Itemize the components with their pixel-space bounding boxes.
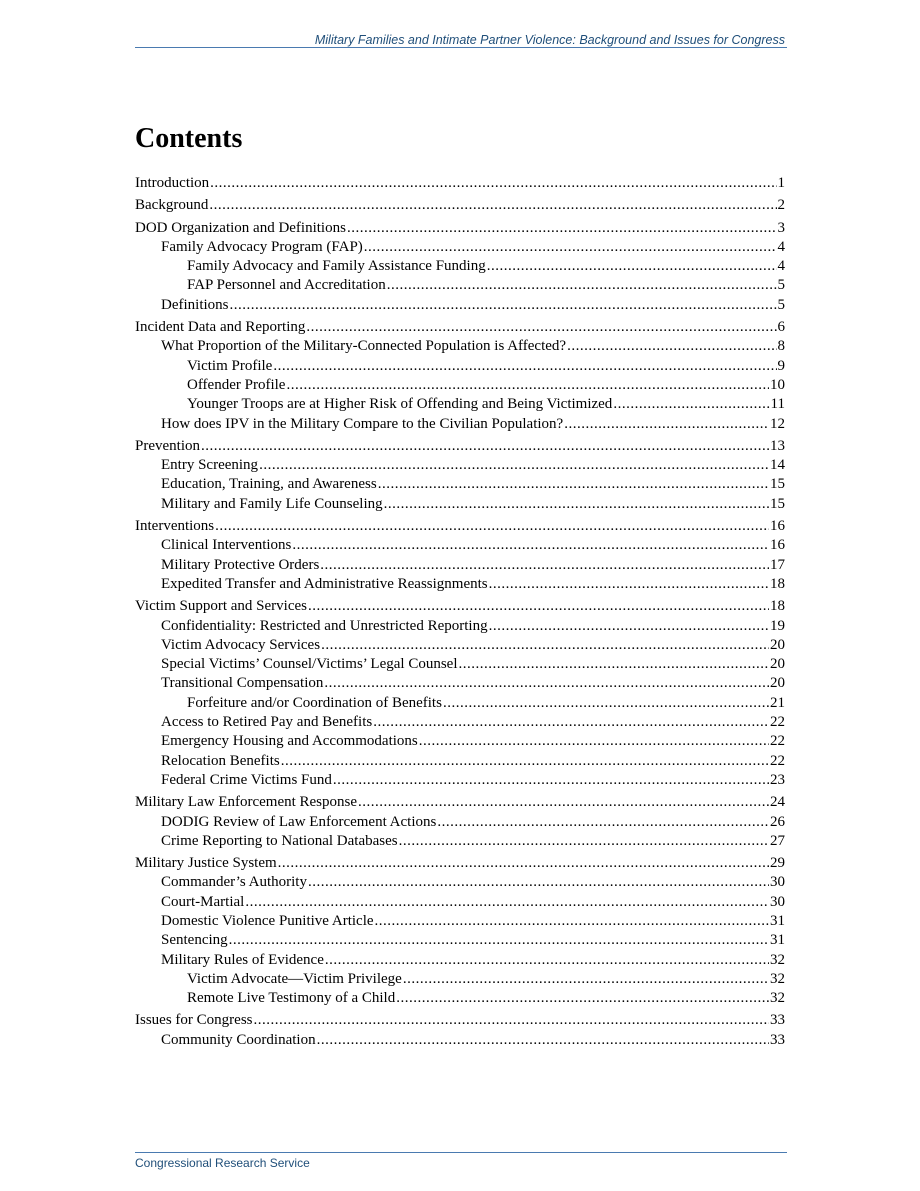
toc-dot-leader <box>278 854 769 873</box>
toc-entry[interactable] <box>135 970 785 989</box>
toc-entry-page: 13 <box>770 437 785 454</box>
toc-entry[interactable] <box>135 1031 785 1050</box>
toc-entry[interactable] <box>135 357 785 376</box>
toc-entry-title: Entry Screening <box>161 457 259 474</box>
toc-entry-title: Younger Troops are at Higher Risk of Offending and Being Victimized <box>187 396 613 413</box>
toc-dot-leader <box>254 1011 770 1030</box>
toc-dot-leader <box>308 597 769 616</box>
toc-entry[interactable] <box>135 832 785 851</box>
toc-entry-page: 30 <box>770 874 785 891</box>
toc-entry[interactable] <box>135 771 785 790</box>
toc-entry[interactable] <box>135 931 785 950</box>
toc-dot-leader <box>489 575 769 594</box>
toc-entry[interactable] <box>135 337 785 356</box>
table-of-contents <box>135 174 785 1050</box>
toc-entry-page: 15 <box>770 495 785 512</box>
toc-entry[interactable] <box>135 636 785 655</box>
toc-entry-page: 18 <box>770 598 785 615</box>
toc-dot-leader <box>209 196 776 215</box>
toc-entry-page: 1 <box>777 175 785 191</box>
toc-entry-page: 11 <box>770 396 785 413</box>
toc-entry-title: Issues for Congress <box>135 1012 253 1029</box>
toc-entry[interactable] <box>135 456 785 475</box>
toc-entry-page: 33 <box>770 1012 785 1029</box>
toc-dot-leader <box>443 694 769 713</box>
toc-entry-title: Victim Profile <box>187 357 273 374</box>
toc-dot-leader <box>489 617 769 636</box>
toc-entry-title: Confidentiality: Restricted and Unrestricted Reporting <box>161 617 488 634</box>
toc-entry-page: 18 <box>770 575 785 592</box>
toc-entry[interactable] <box>135 437 785 456</box>
toc-entry-page: 23 <box>770 771 785 788</box>
toc-entry[interactable] <box>135 318 785 337</box>
toc-dot-leader <box>378 475 769 494</box>
toc-entry-page: 16 <box>770 518 785 535</box>
toc-dot-leader <box>403 970 769 989</box>
toc-dot-leader <box>384 495 769 514</box>
toc-dot-leader <box>347 219 777 238</box>
toc-entry-page: 5 <box>777 277 785 294</box>
toc-entry-title: Community Coordination <box>161 1031 316 1048</box>
toc-dot-leader <box>375 912 769 931</box>
toc-dot-leader <box>273 357 776 376</box>
toc-entry-title: Remote Live Testimony of a Child <box>187 990 396 1007</box>
toc-entry-page: 19 <box>770 617 785 634</box>
toc-entry-page: 14 <box>770 457 785 474</box>
toc-dot-leader <box>215 517 769 536</box>
toc-entry-title: Forfeiture and/or Coordination of Benefits <box>187 694 442 711</box>
toc-entry-page: 22 <box>770 714 785 731</box>
toc-dot-leader <box>564 415 769 434</box>
toc-entry[interactable] <box>135 495 785 514</box>
toc-entry[interactable] <box>135 376 785 395</box>
toc-dot-leader <box>364 238 777 257</box>
toc-entry[interactable] <box>135 674 785 693</box>
toc-entry[interactable] <box>135 415 785 434</box>
toc-entry-title: Prevention <box>135 437 200 454</box>
toc-entry-page: 6 <box>777 319 785 336</box>
toc-dot-leader <box>613 395 769 414</box>
toc-entry-title: Special Victims’ Counsel/Victims’ Legal Counsel <box>161 656 458 673</box>
toc-entry-title: Family Advocacy and Family Assistance Funding <box>187 258 486 275</box>
toc-entry[interactable] <box>135 174 785 193</box>
toc-entry-title: Military and Family Life Counseling <box>161 495 383 512</box>
toc-entry-title: Military Law Enforcement Response <box>135 794 358 811</box>
toc-entry-title: Military Justice System <box>135 855 277 872</box>
toc-entry-title: Military Rules of Evidence <box>161 951 324 968</box>
toc-entry-title: How does IPV in the Military Compare to the Civilian Population? <box>161 415 564 432</box>
toc-entry-page: 2 <box>777 197 785 214</box>
toc-entry-title: Education, Training, and Awareness <box>161 476 377 493</box>
toc-entry-title: Incident Data and Reporting <box>135 319 306 336</box>
toc-dot-leader <box>230 296 777 315</box>
toc-entry-page: 30 <box>770 893 785 910</box>
header-rule <box>135 47 787 48</box>
toc-dot-leader <box>286 376 769 395</box>
toc-entry-page: 22 <box>770 752 785 769</box>
toc-entry-title: Introduction <box>135 175 210 191</box>
toc-entry-page: 20 <box>770 675 785 692</box>
toc-entry[interactable] <box>135 238 785 257</box>
toc-dot-leader <box>320 556 769 575</box>
toc-entry[interactable] <box>135 694 785 713</box>
toc-entry-title: Relocation Benefits <box>161 752 280 769</box>
toc-dot-leader <box>292 536 769 555</box>
toc-entry-page: 22 <box>770 733 785 750</box>
toc-entry[interactable] <box>135 257 785 276</box>
toc-entry-title: Victim Advocacy Services <box>161 636 321 653</box>
toc-entry[interactable] <box>135 617 785 636</box>
toc-dot-leader <box>419 732 769 751</box>
contents-heading: Contents <box>135 123 243 154</box>
toc-entry-title: FAP Personnel and Accreditation <box>187 277 386 294</box>
toc-dot-leader <box>201 437 769 456</box>
toc-entry-page: 10 <box>770 376 785 393</box>
toc-entry[interactable] <box>135 655 785 674</box>
toc-entry[interactable] <box>135 219 785 238</box>
toc-entry[interactable] <box>135 793 785 812</box>
toc-entry[interactable] <box>135 597 785 616</box>
toc-entry-page: 15 <box>770 476 785 493</box>
toc-dot-leader <box>308 873 769 892</box>
toc-entry-page: 16 <box>770 537 785 554</box>
toc-entry-page: 32 <box>770 951 785 968</box>
toc-entry-page: 4 <box>777 258 785 275</box>
toc-entry-title: Interventions <box>135 518 215 535</box>
toc-entry[interactable] <box>135 276 785 295</box>
toc-entry-page: 31 <box>770 932 785 949</box>
toc-entry-title: Clinical Interventions <box>161 537 292 554</box>
toc-entry-page: 27 <box>770 832 785 849</box>
footer-rule <box>135 1152 787 1153</box>
toc-dot-leader <box>437 813 769 832</box>
toc-entry-title: Commander’s Authority <box>161 874 307 891</box>
toc-entry[interactable] <box>135 475 785 494</box>
toc-entry-title: Domestic Violence Punitive Article <box>161 912 374 929</box>
toc-dot-leader <box>387 276 777 295</box>
toc-dot-leader <box>324 674 769 693</box>
toc-dot-leader <box>325 951 769 970</box>
toc-entry-page: 12 <box>770 415 785 432</box>
toc-entry[interactable] <box>135 989 785 1008</box>
toc-entry-page: 20 <box>770 636 785 653</box>
toc-entry-title: Expedited Transfer and Administrative Reassignments <box>161 575 488 592</box>
footer-text: Congressional Research Service <box>135 1156 310 1170</box>
toc-entry-title: Emergency Housing and Accommodations <box>161 733 418 750</box>
toc-entry[interactable] <box>135 752 785 771</box>
toc-entry-page: 31 <box>770 912 785 929</box>
toc-entry-title: Military Protective Orders <box>161 556 320 573</box>
toc-entry[interactable] <box>135 732 785 751</box>
toc-entry-title: Sentencing <box>161 932 228 949</box>
toc-entry-title: DOD Organization and Definitions <box>135 219 346 236</box>
toc-entry[interactable] <box>135 854 785 873</box>
toc-dot-leader <box>321 636 769 655</box>
toc-dot-leader <box>458 655 769 674</box>
toc-dot-leader <box>306 318 776 337</box>
toc-entry-page: 24 <box>770 794 785 811</box>
toc-entry-page: 5 <box>777 296 785 313</box>
toc-entry[interactable] <box>135 813 785 832</box>
toc-dot-leader <box>317 1031 769 1050</box>
running-header: Military Families and Intimate Partner Violence: Background and Issues for Congress <box>314 33 785 47</box>
toc-dot-leader <box>358 793 769 812</box>
toc-entry-page: 32 <box>770 970 785 987</box>
toc-dot-leader <box>281 752 769 771</box>
toc-entry[interactable] <box>135 296 785 315</box>
toc-entry-title: Court-Martial <box>161 893 245 910</box>
toc-entry-page: 8 <box>777 338 785 355</box>
toc-entry-title: What Proportion of the Military-Connected Population is Affected? <box>161 338 567 355</box>
toc-entry[interactable] <box>135 893 785 912</box>
toc-entry-page: 21 <box>770 694 785 711</box>
toc-dot-leader <box>245 893 769 912</box>
toc-entry-title: Federal Crime Victims Fund <box>161 771 332 788</box>
toc-dot-leader <box>210 174 776 193</box>
toc-entry-title: Family Advocacy Program (FAP) <box>161 238 363 255</box>
toc-entry[interactable] <box>135 395 785 414</box>
toc-entry-page: 3 <box>777 219 785 236</box>
toc-entry-title: Transitional Compensation <box>161 675 324 692</box>
toc-entry[interactable] <box>135 556 785 575</box>
toc-entry[interactable] <box>135 575 785 594</box>
toc-entry-title: Background <box>135 197 209 214</box>
toc-entry[interactable] <box>135 536 785 555</box>
toc-entry-title: Definitions <box>161 296 229 313</box>
toc-entry[interactable] <box>135 713 785 732</box>
toc-entry-title: Victim Advocate—Victim Privilege <box>187 970 402 987</box>
toc-entry-page: 33 <box>770 1031 785 1048</box>
toc-entry[interactable] <box>135 1011 785 1030</box>
toc-entry-page: 20 <box>770 656 785 673</box>
toc-entry-page: 32 <box>770 990 785 1007</box>
toc-dot-leader <box>333 771 769 790</box>
toc-dot-leader <box>567 337 776 356</box>
toc-entry[interactable] <box>135 951 785 970</box>
toc-dot-leader <box>487 257 777 276</box>
toc-entry-title: DODIG Review of Law Enforcement Actions <box>161 813 437 830</box>
toc-entry-title: Crime Reporting to National Databases <box>161 832 398 849</box>
toc-entry-page: 4 <box>777 238 785 255</box>
toc-dot-leader <box>399 832 769 851</box>
toc-dot-leader <box>259 456 769 475</box>
toc-entry-page: 26 <box>770 813 785 830</box>
toc-entry-title: Victim Support and Services <box>135 598 307 615</box>
toc-entry-title: Offender Profile <box>187 376 286 393</box>
toc-entry[interactable] <box>135 912 785 931</box>
toc-entry[interactable] <box>135 196 785 215</box>
toc-entry-title: Access to Retired Pay and Benefits <box>161 714 373 731</box>
toc-entry-page: 9 <box>777 357 785 374</box>
toc-entry[interactable] <box>135 517 785 536</box>
toc-entry-page: 29 <box>770 855 785 872</box>
toc-dot-leader <box>396 989 769 1008</box>
toc-entry-page: 17 <box>770 556 785 573</box>
toc-dot-leader <box>373 713 769 732</box>
toc-dot-leader <box>229 931 769 950</box>
toc-entry[interactable] <box>135 873 785 892</box>
